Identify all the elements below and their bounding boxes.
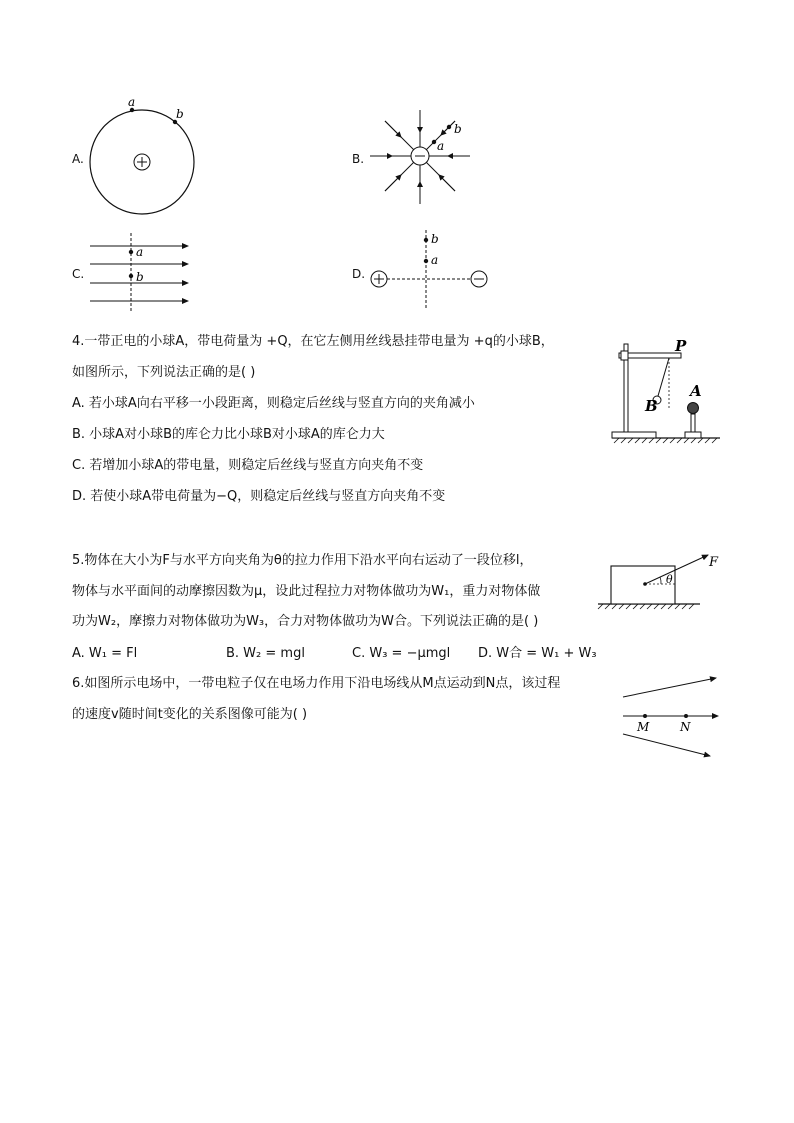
label-f: F (709, 555, 719, 570)
q4-option-a: A. 若小球A向右平移一小段距离，则稳定后丝线与竖直方向的夹角减小 (72, 396, 475, 411)
q5-stem-line1: 5.物体在大小为F与水平方向夹角为θ的拉力作用下沿水平向右运动了一段位移l， (72, 553, 533, 568)
label-a: A (690, 382, 702, 400)
label-theta: θ (666, 573, 673, 586)
q4-option-b: B. 小球A对小球B的库仑力比小球B对小球A的库仑力大 (72, 427, 385, 442)
point-b-label: b (136, 270, 144, 284)
q6-stem-line1: 6.如图所示电场中，一带电粒子仅在电场力作用下沿电场线从M点运动到N点，该过程 (72, 676, 561, 691)
option-c-label: C. (72, 267, 85, 281)
q5-option-d: D. W合 = W₁ + W₃ (478, 646, 597, 661)
point-m-dot (643, 714, 647, 718)
point-a-label: a (128, 95, 136, 109)
q4-stem-line1: 4.一带正电的小球A，带电荷量为 +Q，在它左侧用丝线悬挂带电量为 +q的小球B， (72, 334, 554, 349)
point-a-label: a (136, 245, 144, 259)
label-m: M (637, 720, 650, 734)
point-b-label: b (176, 107, 184, 121)
q5-option-a: A. W₁ = Fl (72, 646, 138, 661)
point-b-label: b (431, 232, 439, 246)
q4-option-c: C. 若增加小球A的带电量，则稳定后丝线与竖直方向夹角不变 (72, 458, 424, 473)
point-a-label: a (437, 139, 445, 153)
option-a-label: A. (72, 152, 84, 166)
q6-stem-line2: 的速度v随时间t变化的关系图像可能为( ) (72, 707, 308, 722)
q4-option-d: D. 若使小球A带电荷量为−Q，则稳定后丝线与竖直方向夹角不变 (72, 489, 446, 504)
point-b-label: b (454, 122, 462, 136)
point-a-label: a (431, 253, 439, 267)
option-d-label: D. (352, 267, 366, 281)
q5-option-c: C. W₃ = −μmgl (352, 646, 451, 661)
q4-stem-line2: 如图所示，下列说法正确的是( ) (72, 365, 256, 380)
q5-stem-line3: 功为W₂，摩擦力对物体做功为W₃，合力对物体做功为W合。下列说法正确的是( ) (72, 614, 539, 629)
option-b-label: B. (352, 152, 365, 166)
label-p: P (675, 337, 687, 355)
label-b: B (645, 397, 658, 415)
q5-option-b: B. W₂ = mgl (226, 646, 305, 661)
point-n-dot (684, 714, 688, 718)
q5-stem-line2: 物体与水平面间的动摩擦因数为μ，设此过程拉力对物体做功为W₁，重力对物体做 (72, 584, 541, 599)
label-n: N (680, 720, 691, 734)
